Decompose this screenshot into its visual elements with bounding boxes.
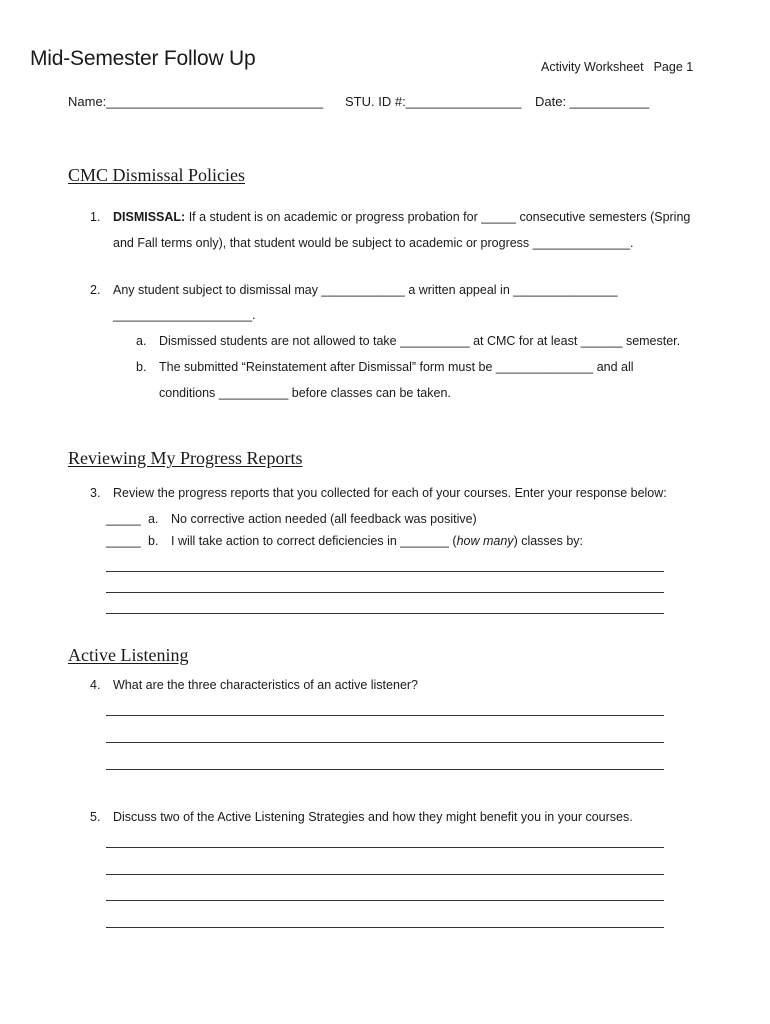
answer-line[interactable] (106, 847, 664, 848)
section-heading-active-listening: Active Listening (68, 645, 189, 665)
section-heading-dismissal: CMC Dismissal Policies (68, 165, 246, 185)
question-2a-text: Dismissed students are not allowed to take __________ at CMC for at least ______ semester. (159, 334, 681, 348)
page-number: Page 1 (653, 60, 694, 74)
question-3-text: Review the progress reports that you collected for each of your courses. Enter your response below: (113, 486, 667, 500)
name-field-label[interactable]: Name:______________________________ (68, 94, 324, 109)
question-number: 1. (90, 210, 101, 224)
section-heading-progress-reports: Reviewing My Progress Reports (68, 448, 303, 468)
student-id-field-label[interactable]: STU. ID #:________________ (345, 94, 522, 109)
question-2-line-2: ____________________. (113, 308, 256, 322)
worksheet-label: Activity Worksheet (541, 60, 644, 74)
answer-line[interactable] (106, 874, 664, 875)
answer-line[interactable] (106, 769, 664, 770)
question-number: 5. (90, 810, 101, 824)
question-5-text: Discuss two of the Active Listening Strategies and how they might benefit you in your courses. (113, 810, 633, 824)
answer-line[interactable] (106, 742, 664, 743)
question-number: 3. (90, 486, 101, 500)
answer-line[interactable] (106, 571, 664, 572)
sub-item-label: b. (148, 534, 159, 548)
question-2-line-1: Any student subject to dismissal may ____________ a written appeal in _______________ (113, 283, 618, 297)
question-1-line-1 (113, 210, 690, 224)
date-field-label[interactable]: Date: ___________ (535, 94, 650, 109)
answer-line[interactable] (106, 715, 664, 716)
sub-item-label: a. (148, 512, 159, 526)
page-title: Mid-Semester Follow Up (30, 47, 256, 70)
question-2b-line-2: conditions __________ before classes can be taken. (159, 386, 451, 400)
answer-line[interactable] (106, 613, 664, 614)
question-number: 2. (90, 283, 101, 297)
question-4-text: What are the three characteristics of an active listener? (113, 678, 419, 692)
checkbox-blank-a[interactable]: _____ (106, 512, 141, 526)
answer-line[interactable] (106, 900, 664, 901)
question-1-text: If a student is on academic or progress probation for _____ consecutive semesters (Spring (185, 210, 691, 224)
question-number: 4. (90, 678, 101, 692)
sub-item-label: a. (136, 334, 147, 348)
sub-item-label: b. (136, 360, 147, 374)
question-3a-text: No corrective action needed (all feedback was positive) (171, 512, 477, 526)
question-2b-line-1: The submitted “Reinstatement after Dismissal” form must be ______________ and all (159, 360, 634, 374)
question-3b-text: I will take action to correct deficiencies in _______ (how many) classes by: (171, 534, 584, 548)
page-header-right (541, 60, 693, 74)
checkbox-blank-b[interactable]: _____ (106, 534, 141, 548)
dismissal-label: DISMISSAL: (113, 210, 186, 224)
question-1-line-2: and Fall terms only), that student would be subject to academic or progress ______________. (113, 236, 634, 250)
answer-line[interactable] (106, 592, 664, 593)
answer-line[interactable] (106, 927, 664, 928)
